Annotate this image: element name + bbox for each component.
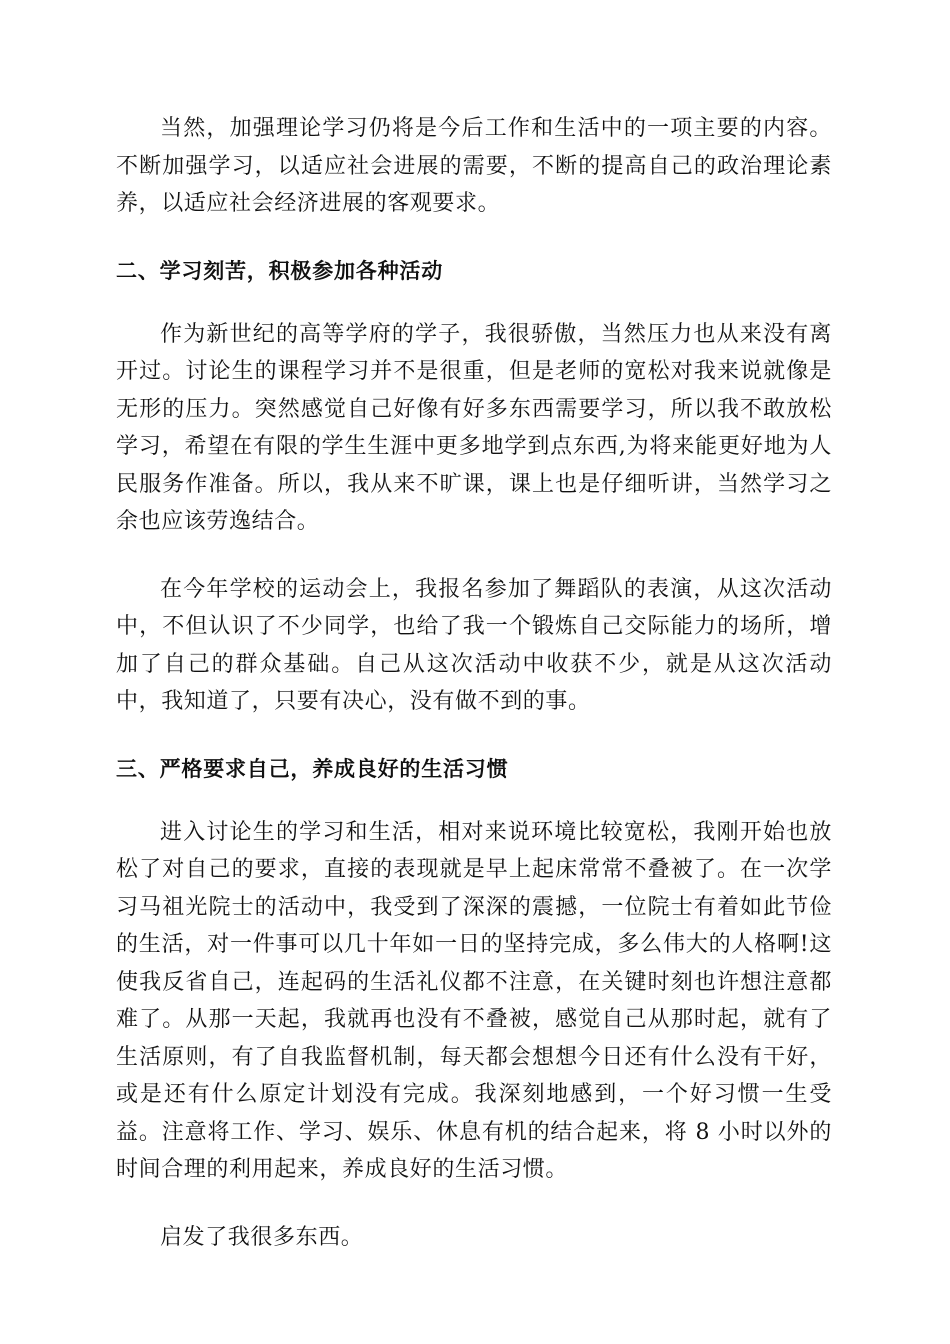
paragraph-study-hard: 作为新世纪的高等学府的学子，我很骄傲，当然压力也从来没有离开过。讨论生的课程学习并不是很重，但是老师的宽松对我来说就像是无形的压力。突然感觉自己好像有好多东西需要学习，所以我不敢放松学习，希望在有限的学生生涯中更多地学到点东西,为将来能更好地为人民服务作准备。所以，我从来不旷课，课上也是仔细听讲，当然学习之余也应该劳逸结合。 xyxy=(116,321,832,534)
section-heading-2: 二、学习刻苦，积极参加各种活动 xyxy=(116,258,443,283)
paragraph-living-habits: 进入讨论生的学习和生活，相对来说环境比较宽松，我刚开始也放松了对自己的要求，直接的表现就是早上起床常常不叠被了。在一次学习马祖光院士的活动中，我受到了深深的震撼，一位院士有着如此节俭的生活，对一件事可以几十年如一日的坚持完成，多么伟大的人格啊!这使我反省自己，连起码的生活礼仪都不注意，在关键时刻也许想注意都难了。从那一天起，我就再也没有不叠被，感觉自己从那时起，就有了生活原则，有了自我监督机制，每天都会想想今日还有什么没有干好，或是还有什么原定计划没有完成。我深刻地感到，一个好习惯一生受益。注意将工作、学习、娱乐、休息有机的结合起来，将 8 小时以外的时间合理的利用起来，养成良好的生活习惯。 xyxy=(116,819,832,1182)
section-heading-3: 三、严格要求自己，养成良好的生活习惯 xyxy=(116,756,509,781)
paragraph-theory-study: 当然，加强理论学习仍将是今后工作和生活中的一项主要的内容。不断加强学习，以适应社会进展的需要，不断的提高自己的政治理论素养，以适应社会经济进展的客观要求。 xyxy=(116,116,832,216)
document-body xyxy=(116,110,832,1286)
paragraph-sports-meet: 在今年学校的运动会上，我报名参加了舞蹈队的表演，从这次活动中，不但认识了不少同学，也给了我一个锻炼自己交际能力的场所，增加了自己的群众基础。自己从这次活动中收获不少，就是从这次活动中，我知道了，只要有决心，没有做不到的事。 xyxy=(116,576,832,714)
paragraph-inspiration: 启发了我很多东西。 xyxy=(160,1224,364,1250)
